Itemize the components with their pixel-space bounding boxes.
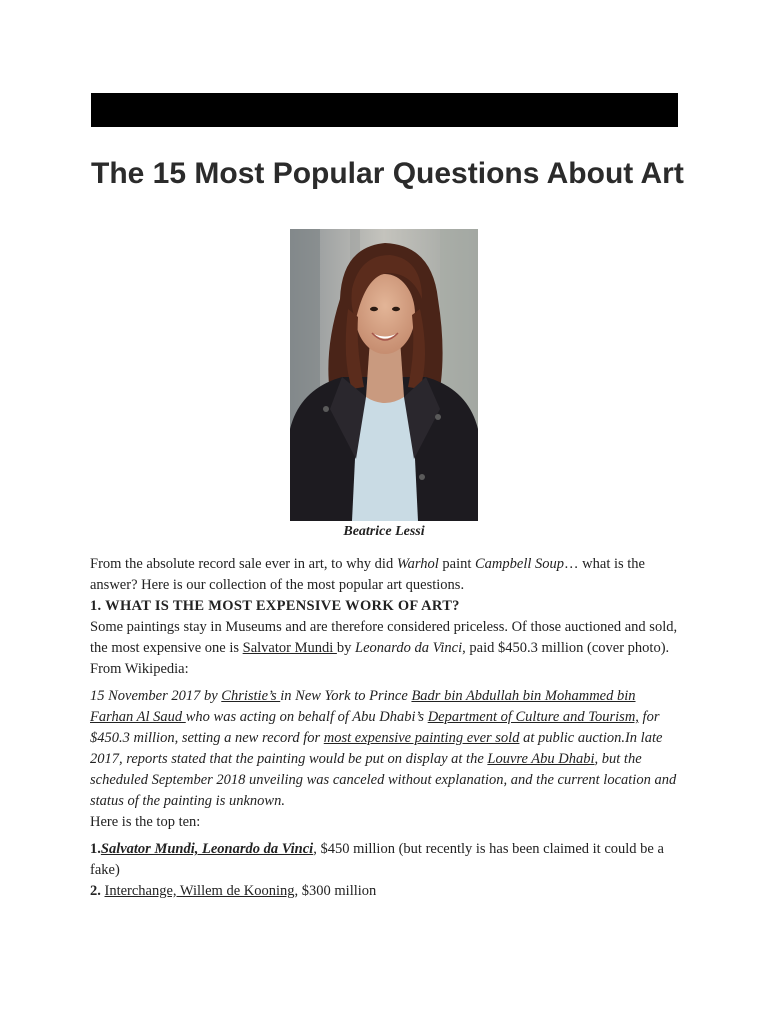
quote-text: 15 November 2017 by [90, 688, 222, 704]
section1-paragraph [90, 617, 680, 659]
culture-tourism-link[interactable]: Department of Culture and Tourism, [427, 709, 639, 725]
list-item [90, 881, 680, 902]
quote-text: at public auction.In late 2017, reports stated that the painting would be put on display at the [90, 730, 663, 767]
wikipedia-quote [90, 686, 680, 812]
intro-paragraph [90, 554, 680, 596]
list-item-link[interactable]: Salvator Mundi, Leonardo da Vinci [100, 841, 314, 857]
photo-caption: Beatrice Lessi [343, 524, 425, 539]
header-bar [91, 93, 678, 127]
intro-text: … what is the answer? Here is our collection of the most popular art questions. [90, 556, 645, 593]
list-item-text: , $450 million (but recently is has been claimed it could be a fake) [90, 841, 664, 878]
list-item [90, 839, 680, 881]
quote-text: who was acting on behalf of Abu Dhabi’s [185, 709, 428, 725]
prince-badr-link[interactable]: Badr bin Abdullah bin Mohammed bin Farhan Al Saud [90, 688, 636, 725]
louvre-abu-dhabi-link[interactable]: Louvre Abu Dhabi [487, 751, 595, 767]
salvator-mundi-link[interactable]: Salvator Mundi [242, 640, 337, 656]
section1-text: by [336, 640, 356, 656]
intro-campbell-soup: Campbell Soup [475, 556, 565, 572]
section1-text: Some paintings stay in Museums and are therefore considered priceless. Of those auctioned and sold, the most expensive one is [90, 619, 678, 656]
section-heading: 1. WHAT IS THE MOST EXPENSIVE WORK OF ART? [90, 598, 460, 614]
article-body [90, 554, 680, 902]
intro-warhol: Warhol [396, 556, 439, 572]
list-number: 1. [90, 841, 101, 857]
author-photo [290, 229, 478, 521]
intro-text: paint [438, 556, 476, 572]
source-label: From Wikipedia: [90, 661, 189, 677]
leonardo-text: Leonardo da Vinci [355, 640, 463, 656]
intro-text: From the absolute record sale ever in art, to why did [90, 556, 397, 572]
most-expensive-painting-link[interactable]: most expensive painting ever sold [323, 730, 520, 746]
christies-link[interactable]: Christie’s [221, 688, 281, 704]
section1-text: , paid $450.3 million (cover photo). [462, 640, 670, 656]
list-item-text: , $300 million [294, 883, 377, 899]
list-item-link[interactable]: Interchange, Willem de Kooning [104, 883, 295, 899]
quote-text: in New York to Prince [280, 688, 412, 704]
quote-text: for $450.3 million, setting a new record for [90, 709, 660, 746]
list-number: 2. [90, 883, 105, 899]
article-title: The 15 Most Popular Questions About Art [91, 157, 684, 190]
quote-text: , but the scheduled September 2018 unveiling was canceled without explanation, and the current location and status of the painting is unknown. [90, 751, 677, 809]
top-ten-intro: Here is the top ten: [90, 814, 201, 830]
